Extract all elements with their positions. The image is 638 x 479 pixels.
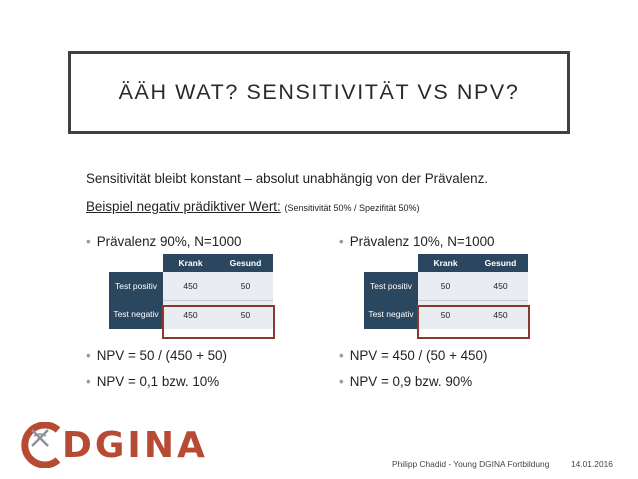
right-highlight-box — [417, 305, 530, 339]
left-cell-pos-krank: 450 — [163, 272, 218, 301]
intro-text: Sensitivität bleibt konstant – absolut unabhängig von der Prävalenz. — [86, 171, 488, 186]
example-note: (Sensitivität 50% / Spezifität 50%) — [284, 203, 420, 213]
left-heading: Prävalenz 90%, N=1000 — [96, 234, 242, 249]
example-label: Beispiel negativ prädiktiver Wert: — [86, 199, 281, 214]
bullet-dot: • — [339, 234, 344, 249]
left-cell-neg-krank: 450 — [163, 301, 218, 330]
right-row-negativ: Test negativ — [364, 301, 418, 330]
left-heading-bullet — [86, 234, 242, 249]
left-highlight-box — [162, 305, 275, 339]
right-col-krank: Krank — [418, 254, 473, 272]
bullet-dot: • — [86, 234, 91, 249]
left-bullet-2 — [86, 374, 219, 389]
left-cell-pos-gesund: 50 — [218, 272, 273, 301]
right-heading: Prävalenz 10%, N=1000 — [349, 234, 495, 249]
bullet-dot: • — [86, 348, 91, 363]
left-cell-neg-gesund: 50 — [218, 301, 273, 330]
left-col-krank: Krank — [163, 254, 218, 272]
right-npv-formula: NPV = 450 / (50 + 450) — [349, 348, 488, 363]
left-npv-result: NPV = 0,1 bzw. 10% — [96, 374, 220, 389]
right-bullet-1 — [339, 348, 487, 363]
right-cell-pos-gesund: 450 — [473, 272, 528, 301]
logo-text: DGINA — [62, 425, 208, 466]
left-col-gesund: Gesund — [218, 254, 273, 272]
table-corner — [109, 254, 163, 272]
right-npv-result: NPV = 0,9 bzw. 90% — [349, 374, 473, 389]
right-bullet-2 — [339, 374, 472, 389]
footer-date: 14.01.2016 — [571, 459, 613, 469]
left-row-positiv: Test positiv — [109, 272, 163, 301]
title-box — [68, 51, 570, 134]
bullet-dot: • — [86, 374, 91, 389]
slide-title: ÄÄH WAT? SENSITIVITÄT VS NPV? — [118, 80, 520, 104]
left-bullet-1 — [86, 348, 227, 363]
bullet-dot: • — [339, 374, 344, 389]
right-col-gesund: Gesund — [473, 254, 528, 272]
right-row-positiv: Test positiv — [364, 272, 418, 301]
dgina-logo-icon — [20, 422, 62, 468]
right-cell-neg-krank: 50 — [418, 301, 473, 330]
right-cell-neg-gesund: 450 — [473, 301, 528, 330]
right-heading-bullet — [339, 234, 495, 249]
right-cell-pos-krank: 50 — [418, 272, 473, 301]
example-line — [86, 199, 420, 214]
bullet-dot: • — [339, 348, 344, 363]
left-npv-formula: NPV = 50 / (450 + 50) — [96, 348, 227, 363]
footer-presenter: Philipp Chadid - Young DGINA Fortbildung — [392, 459, 550, 469]
table-corner — [364, 254, 418, 272]
left-row-negativ: Test negativ — [109, 301, 163, 330]
